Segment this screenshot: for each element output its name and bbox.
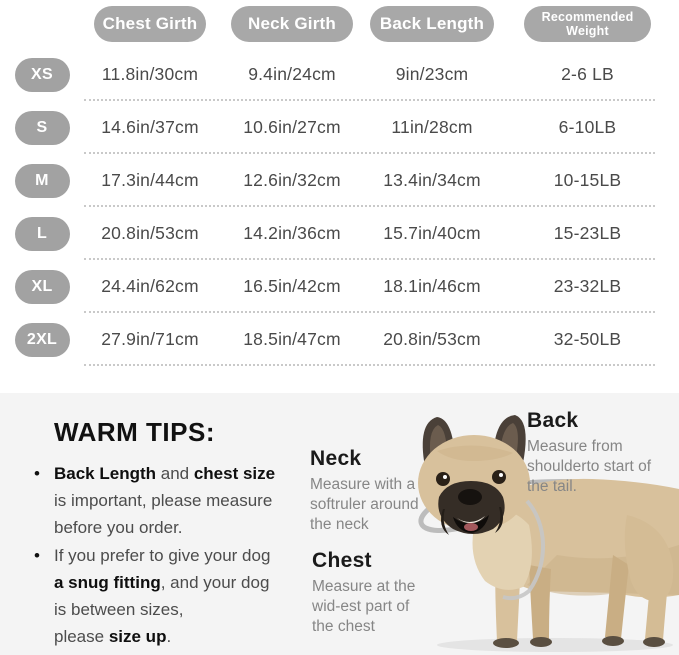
neck-girth-value: 9.4in/24cm bbox=[248, 64, 336, 84]
annotation-back-desc: shoulderto start of bbox=[527, 458, 652, 475]
annotation-neck-desc: softruler around bbox=[310, 496, 419, 513]
neck-girth-value: 18.5in/47cm bbox=[243, 329, 341, 349]
dog-paw bbox=[530, 637, 552, 647]
chest-girth-value: 14.6in/37cm bbox=[101, 117, 199, 137]
warm-tips-block bbox=[32, 417, 322, 650]
back-length-value: 20.8in/53cm bbox=[383, 329, 481, 349]
tip-line: is between sizes, bbox=[54, 600, 184, 619]
tip-item-size-up bbox=[32, 542, 322, 650]
column-header-label: Chest Girth bbox=[102, 14, 198, 33]
chest-girth-value: 17.3in/44cm bbox=[101, 170, 199, 190]
annotation-chest-desc: Measure at the bbox=[312, 578, 416, 595]
warm-tips-title: WARM TIPS: bbox=[54, 417, 215, 447]
dog-front-leg-far bbox=[529, 565, 551, 639]
table-row-xl bbox=[0, 260, 679, 313]
annotation-back-title: Back bbox=[527, 409, 579, 432]
column-header-neck-girth bbox=[231, 6, 353, 42]
dog-paw bbox=[493, 638, 519, 648]
back-length-value: 15.7in/40cm bbox=[383, 223, 481, 243]
annotation-back bbox=[527, 409, 677, 497]
back-length-value: 9in/23cm bbox=[395, 64, 469, 84]
measuring-guide-section bbox=[0, 393, 679, 655]
size-badge-xs: XS bbox=[15, 58, 70, 92]
bullet-icon: • bbox=[34, 464, 40, 483]
dog-tongue bbox=[464, 523, 478, 531]
chest-girth-value: 11.8in/30cm bbox=[101, 64, 199, 84]
annotation-neck-desc: Measure with a bbox=[310, 476, 416, 493]
chest-girth-value: 24.4in/62cm bbox=[101, 276, 199, 296]
table-header-row bbox=[0, 4, 679, 48]
neck-girth-value: 14.2in/36cm bbox=[243, 223, 341, 243]
tip-item-measure bbox=[32, 460, 322, 541]
size-badge-xl: XL bbox=[15, 270, 70, 304]
annotation-chest-desc: wid-est part of bbox=[312, 598, 410, 615]
column-header-chest-girth bbox=[94, 6, 206, 42]
chest-girth-value: 20.8in/53cm bbox=[101, 223, 199, 243]
annotation-chest-desc: the chest bbox=[312, 618, 375, 635]
dog-eye-right bbox=[492, 470, 506, 484]
neck-girth-value: 12.6in/32cm bbox=[243, 170, 341, 190]
tip-line: before you order. bbox=[54, 518, 183, 537]
size-badge-m: M bbox=[15, 164, 70, 198]
column-header-back-length bbox=[370, 6, 494, 42]
tip-line: a snug fitting, and your dog bbox=[54, 573, 270, 592]
size-badge-2xl: 2XL bbox=[15, 323, 70, 357]
annotation-neck-desc: the neck bbox=[310, 516, 369, 533]
annotation-back-desc: the tail. bbox=[527, 478, 577, 495]
weight-value: 6-10LB bbox=[558, 117, 617, 137]
dog-shadow bbox=[437, 638, 673, 652]
column-header-recommended-weight bbox=[524, 6, 651, 42]
table-row-m bbox=[0, 154, 679, 207]
annotation-chest bbox=[312, 549, 452, 637]
size-badge-l: L bbox=[15, 217, 70, 251]
table-row-xs bbox=[0, 48, 679, 101]
tip-line: Back Length and chest size bbox=[54, 464, 276, 483]
dog-paw bbox=[602, 636, 624, 646]
dog-paw bbox=[643, 637, 665, 647]
annotation-back-desc: Measure from bbox=[527, 438, 623, 455]
weight-value: 32-50LB bbox=[553, 329, 622, 349]
column-header-label: Back Length bbox=[379, 14, 485, 33]
column-header-label: Neck Girth bbox=[248, 14, 336, 33]
dog-eye-highlight bbox=[499, 473, 503, 477]
weight-value: 2-6 LB bbox=[561, 64, 614, 84]
back-length-value: 11in/28cm bbox=[391, 117, 473, 137]
annotation-neck bbox=[310, 447, 440, 535]
column-header-label: Recommended Weight bbox=[541, 9, 634, 38]
table-row-2xl bbox=[0, 313, 679, 366]
neck-girth-value: 16.5in/42cm bbox=[243, 276, 341, 296]
weight-value: 15-23LB bbox=[553, 223, 622, 243]
table-row-l bbox=[0, 207, 679, 260]
tip-line: is important, please measure bbox=[54, 491, 273, 510]
weight-value: 10-15LB bbox=[553, 170, 622, 190]
tip-line: please size up. bbox=[54, 627, 172, 646]
bullet-icon: • bbox=[34, 546, 40, 565]
chest-girth-value: 27.9in/71cm bbox=[101, 329, 199, 349]
table-row-s bbox=[0, 101, 679, 154]
back-length-value: 18.1in/46cm bbox=[383, 276, 481, 296]
annotation-chest-title: Chest bbox=[312, 549, 372, 572]
neck-girth-value: 10.6in/27cm bbox=[243, 117, 341, 137]
weight-value: 23-32LB bbox=[553, 276, 622, 296]
annotation-neck-title: Neck bbox=[310, 447, 362, 470]
dog-eye-highlight bbox=[443, 475, 447, 479]
back-length-value: 13.4in/34cm bbox=[383, 170, 481, 190]
dog-nose bbox=[458, 489, 482, 505]
tip-line: If you prefer to give your dog bbox=[54, 546, 271, 565]
size-badge-s: S bbox=[15, 111, 70, 145]
